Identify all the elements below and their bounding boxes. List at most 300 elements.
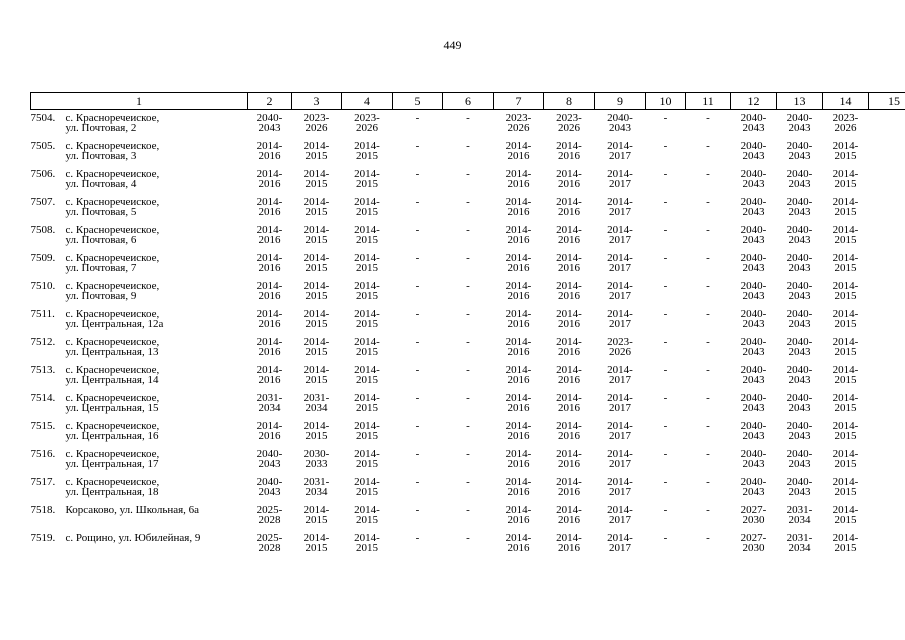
value-cell-col-11: - <box>663 504 668 516</box>
address-line-1: с. Красноречеиское, <box>65 169 160 180</box>
column-header-12: 12 <box>731 93 777 110</box>
address-cell <box>31 477 248 505</box>
value-cell-col-8: 2014- 2016 <box>505 196 532 218</box>
value-cell-col-8: 2014- 2016 <box>505 336 532 358</box>
address-line-1: с. Рощино, ул. Юбилейная, 9 <box>65 533 201 544</box>
value-cell-col-15: 2014- 2015 <box>832 420 859 442</box>
value-cell-col-13: 2027- 2030 <box>740 532 767 554</box>
table-row <box>31 449 905 477</box>
row-number: 7508. <box>30 225 56 236</box>
value-cell-col-4: 2014- 2015 <box>303 420 330 442</box>
value-cell-col-13: 2040- 2043 <box>740 224 767 246</box>
value-cell-col-5: 2014- 2015 <box>354 448 380 470</box>
value-cell-col-9: 2014- 2016 <box>556 448 582 470</box>
value-cell-col-4: 2014- 2015 <box>303 140 330 162</box>
page-number: 449 <box>443 38 462 52</box>
value-cell-col-15: 2014- 2015 <box>832 140 859 162</box>
value-cell-col-15: 2014- 2015 <box>832 364 859 386</box>
address-line-2: ул. Почтовая, 7 <box>65 262 137 274</box>
row-number: 7516. <box>30 449 56 460</box>
row-number: 7505. <box>30 141 56 152</box>
address-line-2: ул. Центральная, 17 <box>65 458 159 470</box>
value-cell-col-13: 2040- 2043 <box>740 392 767 414</box>
value-cell-col-9: 2014- 2016 <box>556 196 582 218</box>
row-number: 7519. <box>30 533 56 544</box>
value-cell-col-15: 2014- 2015 <box>832 448 859 470</box>
value-cell-col-8: 2014- 2016 <box>505 364 532 386</box>
value-cell-col-7: - <box>466 112 470 124</box>
value-cell-col-14: 2040- 2043 <box>786 392 813 414</box>
column-header-13: 13 <box>777 93 823 110</box>
address-cell <box>31 365 248 393</box>
address-line-2: ул. Почтовая, 3 <box>65 150 137 162</box>
value-cell-col-6: - <box>415 140 420 152</box>
value-cell-col-15: 2014- 2015 <box>832 308 859 330</box>
value-cell-col-7: - <box>466 308 470 320</box>
value-cell-col-4: 2014- 2015 <box>303 308 330 330</box>
table-row <box>31 337 905 365</box>
value-cell-col-14: 2040- 2043 <box>786 280 813 302</box>
value-cell-col-9: 2023- 2026 <box>556 112 582 134</box>
table-row <box>31 505 905 533</box>
value-cell-col-8: 2014- 2016 <box>505 504 532 526</box>
value-cell-col-8: 2014- 2016 <box>505 168 532 190</box>
value-cell-col-4: 2014- 2015 <box>303 252 330 274</box>
value-cell-col-12: - <box>706 392 710 404</box>
address-line-1: с. Красноречеиское, <box>65 365 160 376</box>
column-header-4: 4 <box>342 93 393 110</box>
value-cell-col-7: - <box>466 532 470 544</box>
value-cell-col-4: 2014- 2015 <box>303 364 330 386</box>
value-cell-col-6: - <box>415 532 420 544</box>
value-cell-col-10: 2014- 2017 <box>607 196 633 218</box>
value-cell-col-6: - <box>415 196 420 208</box>
value-cell-col-15: 2014- 2015 <box>832 168 859 190</box>
schedule-table <box>30 92 905 561</box>
value-cell-col-11: - <box>663 448 668 460</box>
value-cell-col-6: - <box>415 308 420 320</box>
row-number: 7504. <box>30 112 56 124</box>
value-cell-col-4: 2014- 2015 <box>303 168 330 190</box>
value-cell-col-3: 2014- 2016 <box>256 168 283 190</box>
value-cell-col-14: 2040- 2043 <box>786 196 813 218</box>
address-line-1: с. Красноречеиское, <box>65 309 160 320</box>
value-cell-col-14: 2040- 2043 <box>786 336 813 358</box>
table-row <box>31 253 905 281</box>
value-cell-col-7: - <box>466 224 470 236</box>
address-line-2: ул. Центральная, 18 <box>65 486 159 498</box>
address-cell <box>31 225 248 253</box>
value-cell-col-14: 2040- 2043 <box>786 252 813 274</box>
value-cell-col-10: 2014- 2017 <box>607 532 633 554</box>
value-cell-col-5: 2014- 2015 <box>354 364 380 386</box>
value-cell-col-9: 2014- 2016 <box>556 168 582 190</box>
value-cell-col-4: 2030- 2033 <box>303 448 330 470</box>
row-number: 7514. <box>30 393 56 404</box>
value-cell-col-3: 2040- 2043 <box>256 112 283 134</box>
value-cell-col-4: 2023- 2026 <box>303 112 330 134</box>
table-row <box>31 281 905 309</box>
value-cell-col-6: - <box>415 280 420 292</box>
value-cell-col-3: 2014- 2016 <box>256 308 283 330</box>
value-cell-col-9: 2014- 2016 <box>556 392 582 414</box>
value-cell-col-6: - <box>415 224 420 236</box>
value-cell-col-13: 2040- 2043 <box>740 196 767 218</box>
value-cell-col-12: - <box>706 420 710 432</box>
column-header-15: 15 <box>869 93 905 110</box>
value-cell-col-9: 2014- 2016 <box>556 224 582 246</box>
value-cell-col-3: 2014- 2016 <box>256 420 283 442</box>
value-cell-col-5: 2014- 2015 <box>354 196 380 218</box>
value-cell-col-4: 2014- 2015 <box>303 224 330 246</box>
value-cell-col-12: - <box>706 224 710 236</box>
value-cell-col-5: 2014- 2015 <box>354 476 380 498</box>
address-line-1: с. Красноречеиское, <box>65 337 160 348</box>
row-number: 7518. <box>30 505 56 516</box>
value-cell-col-7: - <box>466 420 470 432</box>
value-cell-col-6: - <box>415 448 420 460</box>
value-cell-col-5: 2014- 2015 <box>354 168 380 190</box>
value-cell-col-3: 2014- 2016 <box>256 336 283 358</box>
value-cell-col-12: - <box>706 168 710 180</box>
address-line-2: ул. Центральная, 14 <box>65 374 159 386</box>
value-cell-col-12: - <box>706 532 710 544</box>
value-cell-col-7: - <box>466 140 470 152</box>
value-cell-col-12: - <box>706 308 710 320</box>
table-row <box>31 309 905 337</box>
value-cell-col-11: - <box>663 252 668 264</box>
value-cell-col-9: 2014- 2016 <box>556 280 582 302</box>
value-cell-col-12: - <box>706 112 710 124</box>
value-cell-col-7: - <box>466 392 470 404</box>
value-cell-col-10: 2014- 2017 <box>607 252 633 274</box>
address-line-2: ул. Центральная, 16 <box>65 430 159 442</box>
value-cell-col-8: 2014- 2016 <box>505 224 532 246</box>
address-line-1: с. Красноречеиское, <box>65 141 160 152</box>
value-cell-col-8: 2014- 2016 <box>505 140 532 162</box>
value-cell-col-7: - <box>466 196 470 208</box>
row-number: 7509. <box>30 253 56 264</box>
value-cell-col-9: 2014- 2016 <box>556 504 582 526</box>
value-cell-col-9: 2014- 2016 <box>556 420 582 442</box>
value-cell-col-15: 2014- 2015 <box>832 280 859 302</box>
value-cell-col-4: 2014- 2015 <box>303 280 330 302</box>
value-cell-col-12: - <box>706 280 710 292</box>
value-cell-col-10: 2014- 2017 <box>607 308 633 330</box>
value-cell-col-5: 2014- 2015 <box>354 392 380 414</box>
value-cell-col-13: 2040- 2043 <box>740 336 767 358</box>
value-cell-col-4: 2014- 2015 <box>303 336 330 358</box>
value-cell-col-12: - <box>706 252 710 264</box>
value-cell-col-10: 2014- 2017 <box>607 504 633 526</box>
column-header-11: 11 <box>686 93 731 110</box>
value-cell-col-10: 2023- 2026 <box>607 336 633 358</box>
value-cell-col-7: - <box>466 448 470 460</box>
address-line-1: с. Красноречеиское, <box>65 449 160 460</box>
column-header-5: 5 <box>393 93 443 110</box>
address-line-1: с. Красноречеиское, <box>65 225 160 236</box>
value-cell-col-14: 2040- 2043 <box>786 112 813 134</box>
value-cell-col-14: 2031- 2034 <box>786 532 813 554</box>
value-cell-col-5: 2014- 2015 <box>354 140 380 162</box>
value-cell-col-9: 2014- 2016 <box>556 532 582 554</box>
column-header-6: 6 <box>443 93 494 110</box>
value-cell-col-8: 2014- 2016 <box>505 448 532 470</box>
value-cell-col-14: 2040- 2043 <box>786 168 813 190</box>
table-row <box>31 533 905 561</box>
value-cell-col-12: - <box>706 504 710 516</box>
value-cell-col-15: 2023- 2026 <box>832 112 859 134</box>
column-header-2: 2 <box>248 93 292 110</box>
value-cell-col-5: 2014- 2015 <box>354 504 380 526</box>
value-cell-col-14: 2040- 2043 <box>786 448 813 470</box>
value-cell-col-3: 2031- 2034 <box>256 392 283 414</box>
column-header-14: 14 <box>823 93 869 110</box>
value-cell-col-4: 2014- 2015 <box>303 532 330 554</box>
value-cell-col-12: - <box>706 364 710 376</box>
value-cell-col-8: 2014- 2016 <box>505 420 532 442</box>
value-cell-col-13: 2040- 2043 <box>740 140 767 162</box>
table-row <box>31 110 905 142</box>
table-row <box>31 197 905 225</box>
column-header-8: 8 <box>544 93 595 110</box>
value-cell-col-12: - <box>706 196 710 208</box>
column-header-7: 7 <box>494 93 544 110</box>
value-cell-col-11: - <box>663 420 668 432</box>
row-number: 7510. <box>30 281 56 292</box>
value-cell-col-11: - <box>663 532 668 544</box>
value-cell-col-7: - <box>466 336 470 348</box>
value-cell-col-6: - <box>415 112 420 124</box>
column-header-10: 10 <box>646 93 686 110</box>
value-cell-col-11: - <box>663 476 668 488</box>
column-header-1: 1 <box>31 93 248 110</box>
table-row <box>31 393 905 421</box>
value-cell-col-3: 2025- 2028 <box>256 532 283 554</box>
value-cell-col-3: 2014- 2016 <box>256 364 283 386</box>
value-cell-col-8: 2014- 2016 <box>505 280 532 302</box>
value-cell-col-5: 2014- 2015 <box>354 224 380 246</box>
value-cell-col-3: 2014- 2016 <box>256 140 283 162</box>
value-cell-col-13: 2040- 2043 <box>740 280 767 302</box>
value-cell-col-10: 2040- 2043 <box>607 112 633 134</box>
address-line-1: с. Красноречеиское, <box>65 112 160 124</box>
value-cell-col-5: 2014- 2015 <box>354 336 380 358</box>
value-cell-col-13: 2040- 2043 <box>740 364 767 386</box>
address-cell <box>31 253 248 281</box>
value-cell-col-10: 2014- 2017 <box>607 140 633 162</box>
table-row <box>31 477 905 505</box>
table-row <box>31 365 905 393</box>
value-cell-col-14: 2040- 2043 <box>786 364 813 386</box>
value-cell-col-4: 2014- 2015 <box>303 196 330 218</box>
value-cell-col-5: 2014- 2015 <box>354 420 380 442</box>
address-line-2: ул. Центральная, 12а <box>65 318 164 330</box>
value-cell-col-14: 2040- 2043 <box>786 140 813 162</box>
address-cell <box>31 505 248 533</box>
value-cell-col-15: 2014- 2015 <box>832 504 859 526</box>
value-cell-col-7: - <box>466 476 470 488</box>
value-cell-col-9: 2014- 2016 <box>556 140 582 162</box>
table-row <box>31 225 905 253</box>
value-cell-col-11: - <box>663 336 668 348</box>
header-row <box>31 93 905 110</box>
value-cell-col-5: 2014- 2015 <box>354 280 380 302</box>
value-cell-col-11: - <box>663 140 668 152</box>
value-cell-col-13: 2040- 2043 <box>740 308 767 330</box>
value-cell-col-3: 2025- 2028 <box>256 504 283 526</box>
value-cell-col-11: - <box>663 364 668 376</box>
value-cell-col-8: 2014- 2016 <box>505 392 532 414</box>
row-number: 7517. <box>30 477 56 488</box>
value-cell-col-11: - <box>663 168 668 180</box>
address-line-2: ул. Почтовая, 5 <box>65 206 137 218</box>
address-line-2: ул. Почтовая, 2 <box>65 122 137 134</box>
value-cell-col-5: 2014- 2015 <box>354 252 380 274</box>
value-cell-col-3: 2014- 2016 <box>256 224 283 246</box>
column-header-3: 3 <box>292 93 342 110</box>
value-cell-col-13: 2027- 2030 <box>740 504 767 526</box>
address-cell <box>31 281 248 309</box>
value-cell-col-12: - <box>706 140 710 152</box>
address-line-1: с. Красноречеиское, <box>65 281 160 292</box>
address-line-1: с. Красноречеиское, <box>65 477 160 488</box>
value-cell-col-9: 2014- 2016 <box>556 364 582 386</box>
value-cell-col-9: 2014- 2016 <box>556 308 582 330</box>
address-cell <box>31 449 248 477</box>
value-cell-col-13: 2040- 2043 <box>740 476 767 498</box>
value-cell-col-6: - <box>415 504 420 516</box>
value-cell-col-12: - <box>706 336 710 348</box>
value-cell-col-8: 2014- 2016 <box>505 476 532 498</box>
value-cell-col-11: - <box>663 392 668 404</box>
value-cell-col-12: - <box>706 476 710 488</box>
address-line-1: Корсаково, ул. Школьная, 6а <box>65 505 200 516</box>
value-cell-col-14: 2040- 2043 <box>786 224 813 246</box>
value-cell-col-15: 2014- 2015 <box>832 392 859 414</box>
value-cell-col-10: 2014- 2017 <box>607 392 633 414</box>
value-cell-col-8: 2014- 2016 <box>505 308 532 330</box>
value-cell-col-3: 2014- 2016 <box>256 196 283 218</box>
address-line-2: ул. Центральная, 15 <box>65 402 159 414</box>
table-row <box>31 421 905 449</box>
value-cell-col-12: - <box>706 448 710 460</box>
value-cell-col-4: 2031- 2034 <box>303 476 330 498</box>
address-line-2: ул. Центральная, 13 <box>65 346 159 358</box>
value-cell-col-5: 2014- 2015 <box>354 532 380 554</box>
value-cell-col-5: 2014- 2015 <box>354 308 380 330</box>
address-line-1: с. Красноречеиское, <box>65 393 160 404</box>
value-cell-col-5: 2023- 2026 <box>354 112 380 134</box>
value-cell-col-15: 2014- 2015 <box>832 336 859 358</box>
address-line-1: с. Красноречеиское, <box>65 253 160 264</box>
value-cell-col-13: 2040- 2043 <box>740 168 767 190</box>
value-cell-col-14: 2040- 2043 <box>786 308 813 330</box>
value-cell-col-13: 2040- 2043 <box>740 252 767 274</box>
address-cell <box>31 533 248 561</box>
address-cell <box>31 421 248 449</box>
address-cell <box>31 197 248 225</box>
row-number: 7515. <box>30 421 56 432</box>
value-cell-col-6: - <box>415 476 420 488</box>
value-cell-col-14: 2031- 2034 <box>786 504 813 526</box>
value-cell-col-9: 2014- 2016 <box>556 476 582 498</box>
value-cell-col-7: - <box>466 252 470 264</box>
value-cell-col-15: 2014- 2015 <box>832 196 859 218</box>
value-cell-col-3: 2014- 2016 <box>256 252 283 274</box>
value-cell-col-11: - <box>663 196 668 208</box>
value-cell-col-7: - <box>466 280 470 292</box>
value-cell-col-15: 2014- 2015 <box>832 224 859 246</box>
value-cell-col-3: 2040- 2043 <box>256 448 283 470</box>
table-row <box>31 169 905 197</box>
value-cell-col-3: 2014- 2016 <box>256 280 283 302</box>
value-cell-col-14: 2040- 2043 <box>786 420 813 442</box>
value-cell-col-9: 2014- 2016 <box>556 336 582 358</box>
value-cell-col-10: 2014- 2017 <box>607 280 633 302</box>
value-cell-col-15: 2014- 2015 <box>832 532 859 554</box>
column-header-9: 9 <box>595 93 646 110</box>
value-cell-col-8: 2023- 2026 <box>505 112 532 134</box>
value-cell-col-4: 2031- 2034 <box>303 392 330 414</box>
value-cell-col-6: - <box>415 364 420 376</box>
value-cell-col-10: 2014- 2017 <box>607 168 633 190</box>
address-cell <box>31 169 248 197</box>
value-cell-col-10: 2014- 2017 <box>607 420 633 442</box>
value-cell-col-14: 2040- 2043 <box>786 476 813 498</box>
row-number: 7506. <box>30 169 56 180</box>
value-cell-col-13: 2040- 2043 <box>740 420 767 442</box>
row-number: 7513. <box>30 365 56 376</box>
value-cell-col-11: - <box>663 280 668 292</box>
value-cell-col-15: 2014- 2015 <box>832 252 859 274</box>
value-cell-col-6: - <box>415 336 420 348</box>
address-cell <box>31 110 248 142</box>
address-cell <box>31 393 248 421</box>
value-cell-col-6: - <box>415 420 420 432</box>
address-cell <box>31 309 248 337</box>
value-cell-col-15: 2014- 2015 <box>832 476 859 498</box>
value-cell-col-6: - <box>415 392 420 404</box>
value-cell-col-8: 2014- 2016 <box>505 252 532 274</box>
address-line-1: с. Красноречеиское, <box>65 197 160 208</box>
value-cell-col-10: 2014- 2017 <box>607 476 633 498</box>
value-cell-col-9: 2014- 2016 <box>556 252 582 274</box>
address-cell <box>31 141 248 169</box>
address-line-2: ул. Почтовая, 6 <box>65 234 137 246</box>
row-number: 7512. <box>30 337 56 348</box>
value-cell-col-10: 2014- 2017 <box>607 224 633 246</box>
value-cell-col-6: - <box>415 168 420 180</box>
address-line-1: с. Красноречеиское, <box>65 421 160 432</box>
row-number: 7511. <box>30 309 55 320</box>
value-cell-col-4: 2014- 2015 <box>303 504 330 526</box>
value-cell-col-7: - <box>466 168 470 180</box>
table-row <box>31 141 905 169</box>
value-cell-col-7: - <box>466 364 470 376</box>
value-cell-col-10: 2014- 2017 <box>607 364 633 386</box>
value-cell-col-3: 2040- 2043 <box>256 476 283 498</box>
row-number: 7507. <box>30 197 56 208</box>
value-cell-col-6: - <box>415 252 420 264</box>
address-line-2: ул. Почтовая, 4 <box>65 178 137 190</box>
value-cell-col-11: - <box>663 112 668 124</box>
value-cell-col-11: - <box>663 308 668 320</box>
value-cell-col-10: 2014- 2017 <box>607 448 633 470</box>
value-cell-col-13: 2040- 2043 <box>740 112 767 134</box>
value-cell-col-7: - <box>466 504 470 516</box>
address-line-2: ул. Почтовая, 9 <box>65 290 137 302</box>
